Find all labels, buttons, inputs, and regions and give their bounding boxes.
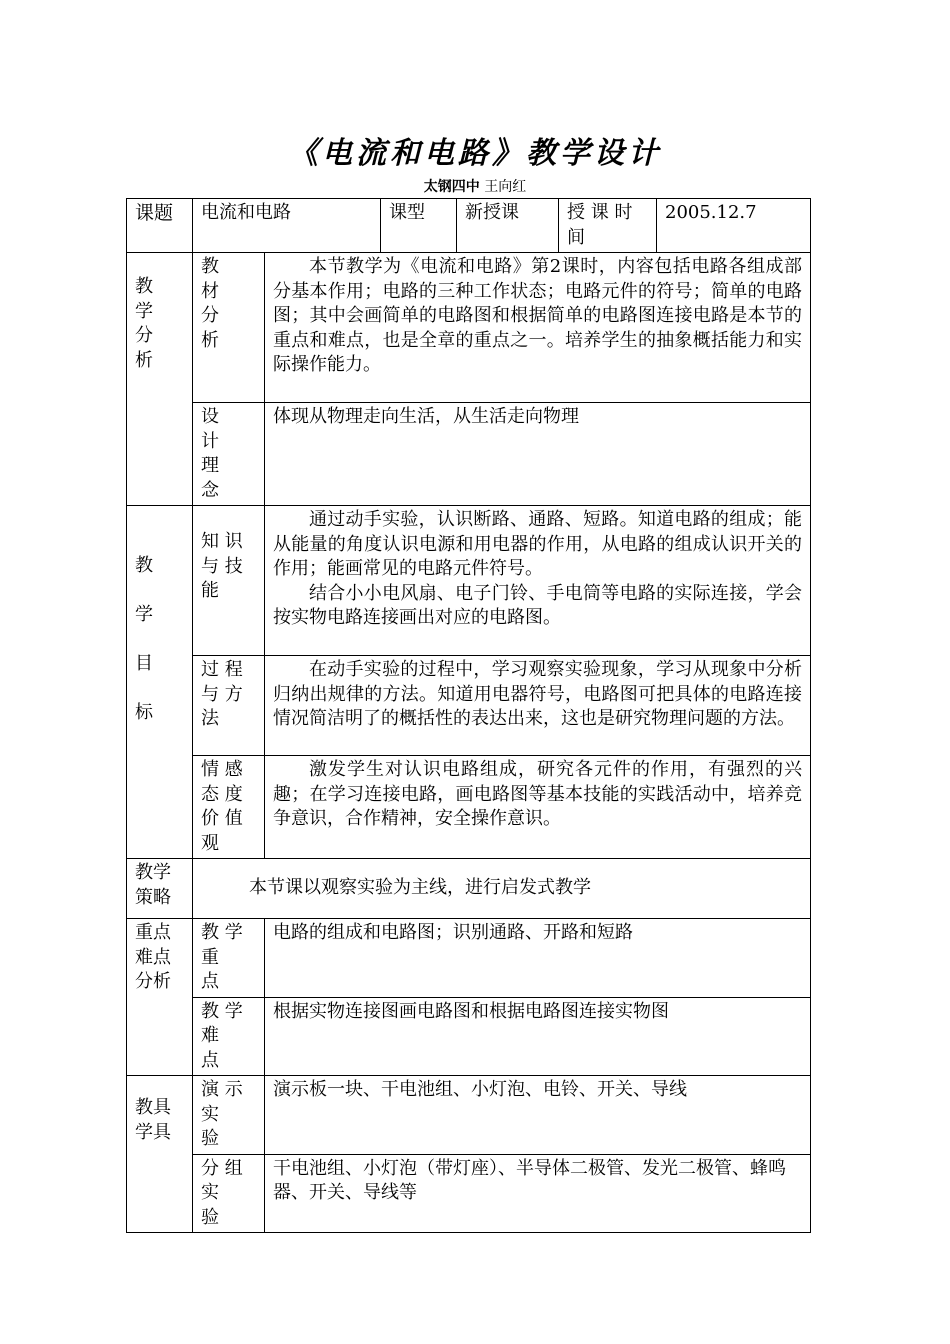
concept-text: 体现从物理走向生活，从生活走向物理 (265, 403, 811, 506)
process-label: 过 程 与 方 法 (193, 656, 265, 756)
emotion-row (127, 756, 811, 859)
material-label: 教 材 分 析 (193, 253, 265, 403)
demo-label: 演 示 实 验 (193, 1076, 265, 1155)
equipment-label: 教具 学具 (127, 1076, 193, 1233)
goals-label: 教 学 目 标 (127, 506, 193, 859)
topic-value: 电流和电路 (193, 199, 381, 253)
strategy-row (127, 859, 811, 919)
knowledge-text-2: 结合小小电风扇、电子门铃、手电筒等电路的实际连接，学会按实物电路连接画出对应的电路图。 (273, 582, 802, 628)
topic-label: 课题 (127, 199, 193, 253)
group-row (127, 1154, 811, 1233)
type-label: 课型 (381, 199, 457, 253)
group-label: 分 组 实 验 (193, 1154, 265, 1233)
author-line (0, 176, 950, 196)
author-name: 王向红 (484, 179, 527, 195)
demo-row (127, 1076, 811, 1155)
focus-text: 电路的组成和电路图；识别通路、开路和短路 (265, 919, 811, 998)
difficulty-text: 根据实物连接图画电路图和根据电路图连接实物图 (265, 997, 811, 1076)
strategy-text: 本节课以观察实验为主线，进行启发式教学 (193, 859, 811, 919)
time-value: 2005.12.7 (657, 199, 811, 253)
lesson-plan-table (126, 198, 811, 1233)
keypoints-label: 重点 难点 分析 (127, 919, 193, 1076)
group-text: 干电池组、小灯泡（带灯座）、半导体二极管、发光二极管、蜂鸣器、开关、导线等 (265, 1154, 811, 1233)
emotion-text: 激发学生对认识电路组成，研究各元件的作用，有强烈的兴趣；在学习连接电路，画电路图等基本技能的实践活动中，培养竞争意识，合作精神，安全操作意识。 (273, 759, 802, 829)
knowledge-label: 知 识 与 技 能 (193, 506, 265, 656)
difficulty-label: 教 学 难 点 (193, 997, 265, 1076)
header-row (127, 199, 811, 253)
difficulty-row (127, 997, 811, 1076)
process-row (127, 656, 811, 756)
material-row (127, 253, 811, 403)
time-label: 授 课 时 间 (559, 199, 657, 253)
focus-label: 教 学 重 点 (193, 919, 265, 998)
document-title: 《电流和电路》教学设计 (288, 136, 662, 171)
material-text: 本节教学为《电流和电路》第2课时，内容包括电路各组成部分基本作用；电路的三种工作状态；电路元件的符号；简单的电路图；其中会画简单的电路图和根据简单的电路图连接电路是本节的重点和难点，也是全章的重点之一。培养学生的抽象概括能力和实际操作能力。 (273, 256, 802, 375)
knowledge-row (127, 506, 811, 656)
knowledge-text-1: 通过动手实验，认识断路、通路、短路。知道电路的组成；能从能量的角度认识电源和用电器的作用，从电路的组成认识开关的作用；能画常见的电路元件符号。 (273, 509, 802, 579)
strategy-label: 教学 策略 (127, 859, 193, 919)
concept-label: 设 计 理 念 (193, 403, 265, 506)
process-text: 在动手实验的过程中，学习观察实验现象，学习从现象中分析归纳出规律的方法。知道用电器符号，电路图可把具体的电路连接情况简洁明了的概括性的表达出来，这也是研究物理问题的方法。 (273, 659, 802, 729)
concept-row (127, 403, 811, 506)
type-value: 新授课 (457, 199, 559, 253)
demo-text: 演示板一块、干电池组、小灯泡、电铃、开关、导线 (265, 1076, 811, 1155)
focus-row (127, 919, 811, 998)
emotion-label: 情 感 态 度 价 值 观 (193, 756, 265, 859)
analysis-label: 教 学 分 析 (127, 253, 193, 506)
author-school: 太钢四中 (423, 179, 480, 195)
